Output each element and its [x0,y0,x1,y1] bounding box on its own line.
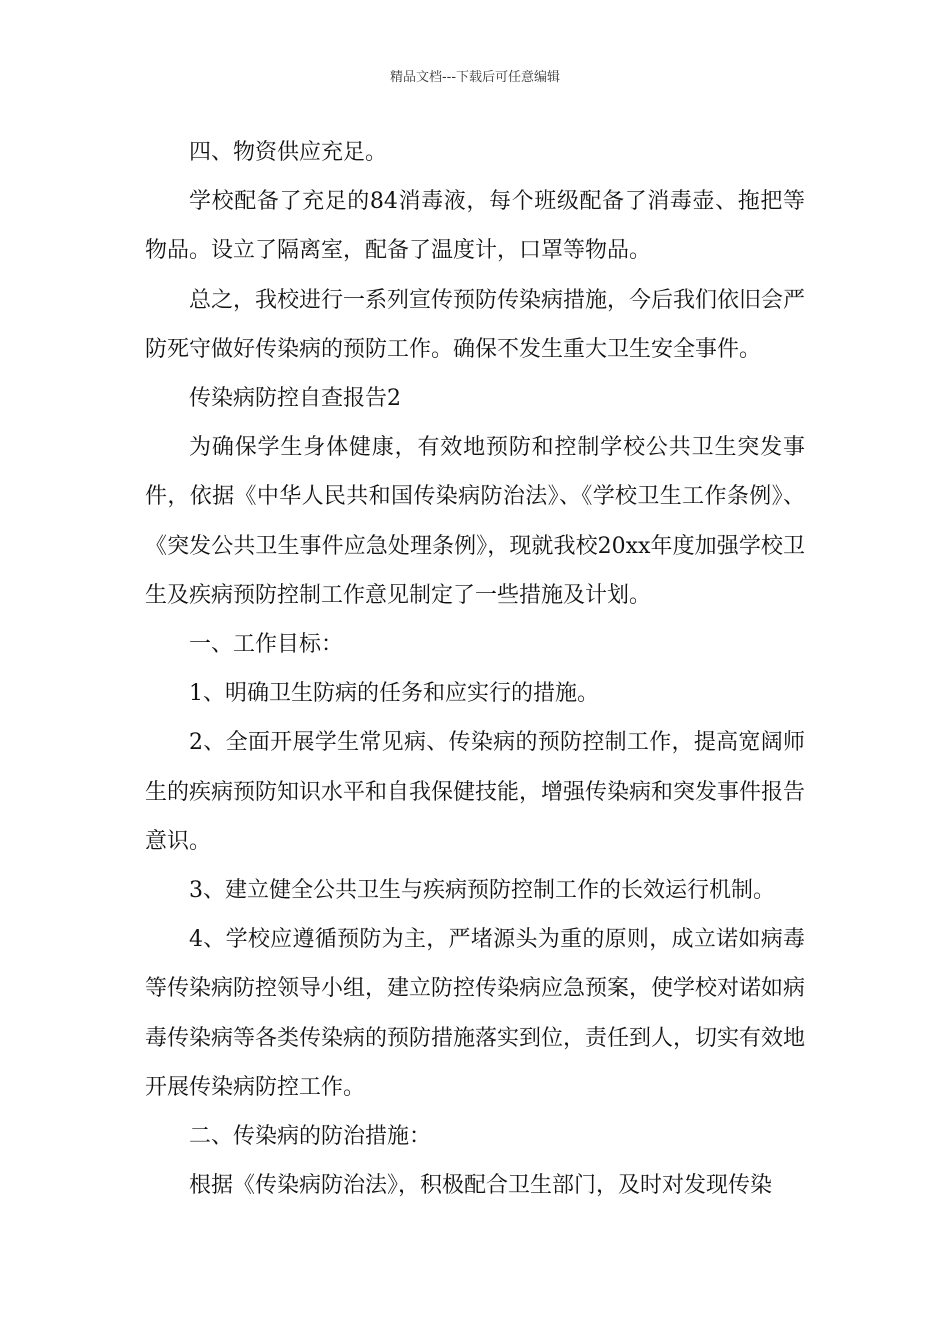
document-body [145,128,805,1210]
paragraph-supplies: 学校配备了充足的84消毒液，每个班级配备了消毒壶、拖把等物品。设立了隔离室，配备了温度计，口罩等物品。 [145,189,805,264]
paragraph-conclusion: 总之，我校进行一系列宣传预防传染病措施，今后我们依旧会严防死守做好传染病的预防工作。确保不发生重大卫生安全事件。 [145,287,806,362]
goal-item-3: 3、建立健全公共卫生与疾病预防控制工作的长效运行机制。 [189,878,775,904]
section-heading-goals: 一、工作目标： [189,632,344,658]
goal-item-2: 2、全面开展学生常见病、传染病的预防控制工作，提高宽阔师生的疾病预防知识水平和自我保健技能，增强传染病和突发事件报告意识。 [145,730,806,854]
goal-item-1: 1、明确卫生防病的任务和应实行的措施。 [189,681,599,707]
section-heading-measures: 二、传染病的防治措施： [189,1124,432,1150]
page-header: 精品文档---下载后可任意编辑 [389,70,561,85]
goal-item-4: 4、学校应遵循预防为主，严堵源头为重的原则，成立诺如病毒等传染病防控领导小组，建立防控传染病应急预案，使学校对诺如病毒传染病等各类传染病的预防措施落实到位，责任到人，切实有效地开展传染病防控工作。 [145,927,806,1100]
paragraph-measures: 根据《传染病防治法》，积极配合卫生部门，及时对发现传染 [189,1173,773,1199]
paragraph-intro: 为确保学生身体健康，有效地预防和控制学校公共卫生突发事件，依据《中华人民共和国传染病防治法》、《学校卫生工作条例》、《突发公共卫生事件应急处理条例》，现就我校20xx年度加强学校卫生及疾病预防控制工作意见制定了一些措施及计划。 [145,435,805,608]
report-title: 传染病防控自查报告2 [189,386,401,412]
paragraph-supplies-heading: 四、物资供应充足。 [189,140,388,165]
